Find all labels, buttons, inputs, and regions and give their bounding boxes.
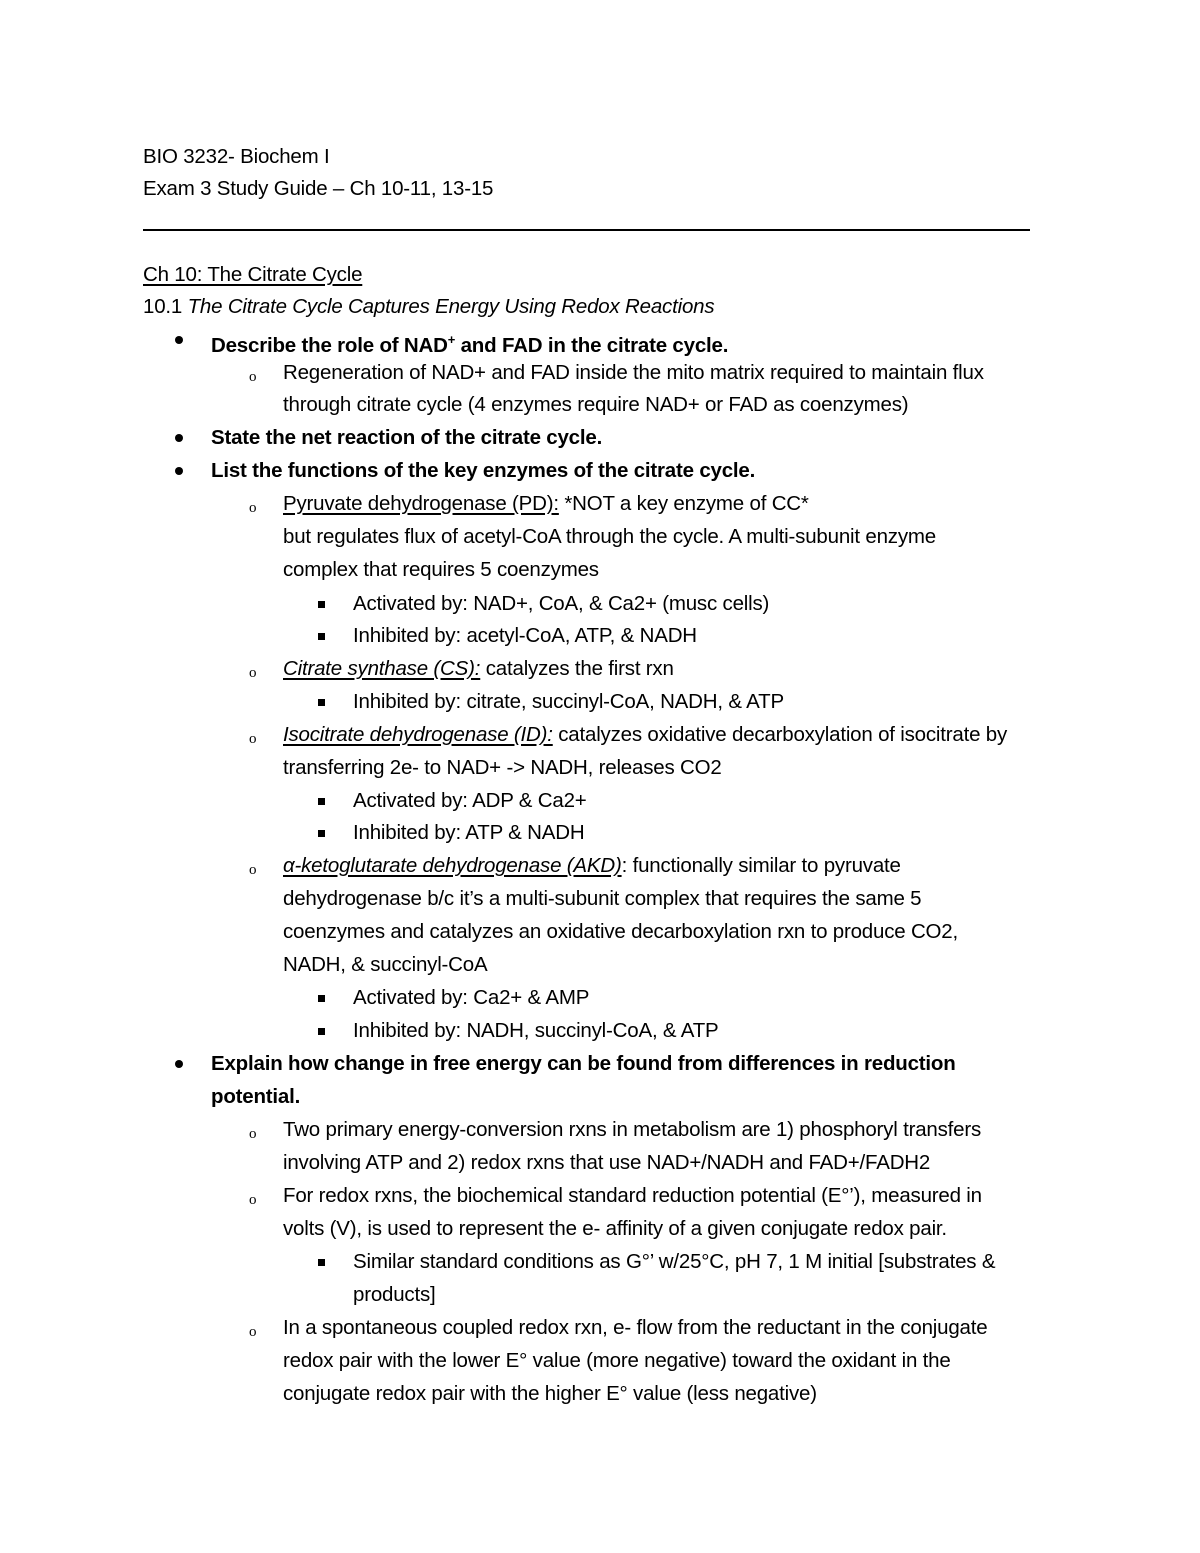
chapter-heading: Ch 10: The Citrate Cycle xyxy=(143,263,363,286)
bullet-dot-icon xyxy=(175,434,183,442)
q4-answer2-sub-line1: Similar standard conditions as G°’ w/25°C, pH 7, 1 M initial [substrates & xyxy=(353,1250,996,1273)
q1-answer-line2: through citrate cycle (4 enzymes require NAD+ or FAD as coenzymes) xyxy=(283,393,909,416)
enzyme-pd xyxy=(283,490,809,518)
question-key-enzymes: List the functions of the key enzymes of the citrate cycle. xyxy=(211,459,756,482)
akd-activated: Activated by: Ca2+ & AMP xyxy=(353,986,590,1009)
q4-answer2-sub-line2: products] xyxy=(353,1283,436,1306)
akd-inhibited: Inhibited by: NADH, succinyl-CoA, & ATP xyxy=(353,1019,719,1042)
q4-answer3-line3: conjugate redox pair with the higher E° value (less negative) xyxy=(283,1382,817,1405)
bullet-circle-icon: o xyxy=(249,1192,257,1208)
enzyme-id-desc: catalyzes oxidative decarboxylation of isocitrate by xyxy=(552,723,1008,746)
enzyme-pd-name: Pyruvate dehydrogenase (PD): xyxy=(283,492,559,515)
bullet-circle-icon: o xyxy=(249,1324,257,1340)
section-number: 10.1 xyxy=(143,295,188,318)
bullet-square-icon xyxy=(318,633,325,640)
q4-answer1-line1: Two primary energy-conversion rxns in metabolism are 1) phosphoryl transfers xyxy=(283,1118,982,1141)
bullet-circle-icon: o xyxy=(249,665,257,681)
id-activated: Activated by: ADP & Ca2+ xyxy=(353,789,587,812)
bullet-dot-icon xyxy=(175,467,183,475)
bullet-circle-icon: o xyxy=(249,1126,257,1142)
bullet-square-icon xyxy=(318,1259,325,1266)
enzyme-akd xyxy=(283,852,901,880)
enzyme-akd-desc2: dehydrogenase b/c it’s a multi-subunit complex that requires the same 5 xyxy=(283,887,922,910)
question-nad-fad xyxy=(211,326,728,360)
cs-inhibited: Inhibited by: citrate, succinyl-CoA, NADH, & ATP xyxy=(353,690,784,713)
enzyme-cs-name: Citrate synthase (CS): xyxy=(283,657,481,680)
bullet-circle-icon: o xyxy=(249,500,257,516)
bullet-circle-icon: o xyxy=(249,731,257,747)
bullet-dot-icon xyxy=(175,1060,183,1068)
enzyme-id-name: Isocitrate dehydrogenase (ID): xyxy=(283,723,553,746)
enzyme-akd-desc4: NADH, & succinyl-CoA xyxy=(283,953,488,976)
question-net-reaction: State the net reaction of the citrate cycle. xyxy=(211,426,603,449)
enzyme-pd-desc: *NOT a key enzyme of CC* xyxy=(558,492,809,515)
horizontal-divider xyxy=(143,229,1030,231)
q4-answer2-line1: For redox rxns, the biochemical standard reduction potential (E°’), measured in xyxy=(283,1184,982,1207)
enzyme-cs xyxy=(283,655,674,683)
enzyme-id-desc2: transferring 2e- to NAD+ -> NADH, releases CO2 xyxy=(283,756,722,779)
bullet-dot-icon xyxy=(175,336,183,344)
q4-answer1-line2: involving ATP and 2) redox rxns that use NAD+/NADH and FAD+/FADH2 xyxy=(283,1151,931,1174)
enzyme-akd-desc3: coenzymes and catalyzes an oxidative decarboxylation rxn to produce CO2, xyxy=(283,920,959,943)
q1-text-end: and FAD in the citrate cycle. xyxy=(455,333,729,357)
q4-answer2-line2: volts (V), is used to represent the e- affinity of a given conjugate redox pair. xyxy=(283,1217,947,1240)
bullet-square-icon xyxy=(318,995,325,1002)
bullet-square-icon xyxy=(318,1028,325,1035)
id-inhibited: Inhibited by: ATP & NADH xyxy=(353,821,585,844)
guide-title: Exam 3 Study Guide – Ch 10-11, 13-15 xyxy=(143,177,494,200)
bullet-square-icon xyxy=(318,830,325,837)
bullet-circle-icon: o xyxy=(249,862,257,878)
course-title: BIO 3232- Biochem I xyxy=(143,145,330,168)
bullet-square-icon xyxy=(318,601,325,608)
enzyme-pd-desc2: but regulates flux of acetyl-CoA through the cycle. A multi-subunit enzyme xyxy=(283,525,936,548)
question-free-energy-line1: Explain how change in free energy can be found from differences in reduction xyxy=(211,1052,956,1075)
q1-answer-line1: Regeneration of NAD+ and FAD inside the mito matrix required to maintain flux xyxy=(283,361,984,384)
q4-answer3-line1: In a spontaneous coupled redox rxn, e- flow from the reductant in the conjugate xyxy=(283,1316,988,1339)
enzyme-akd-name: α-ketoglutarate dehydrogenase (AKD) xyxy=(283,854,622,877)
q4-answer3-line2: redox pair with the lower E° value (more negative) toward the oxidant in the xyxy=(283,1349,951,1372)
q1-superscript: + xyxy=(447,332,456,347)
section-heading xyxy=(143,293,714,321)
enzyme-cs-desc: catalyzes the first rxn xyxy=(480,657,674,680)
enzyme-pd-desc3: complex that requires 5 coenzymes xyxy=(283,558,599,581)
question-free-energy-line2: potential. xyxy=(211,1085,301,1108)
pd-activated: Activated by: NAD+, CoA, & Ca2+ (musc cells) xyxy=(353,592,770,615)
bullet-square-icon xyxy=(318,699,325,706)
bullet-circle-icon: o xyxy=(249,369,257,385)
enzyme-id xyxy=(283,721,1007,749)
section-title: The Citrate Cycle Captures Energy Using Redox Reactions xyxy=(187,295,715,318)
bullet-square-icon xyxy=(318,798,325,805)
pd-inhibited: Inhibited by: acetyl-CoA, ATP, & NADH xyxy=(353,624,697,647)
q1-text: Describe the role of NAD xyxy=(211,333,448,357)
enzyme-akd-desc: : functionally similar to pyruvate xyxy=(621,854,901,877)
